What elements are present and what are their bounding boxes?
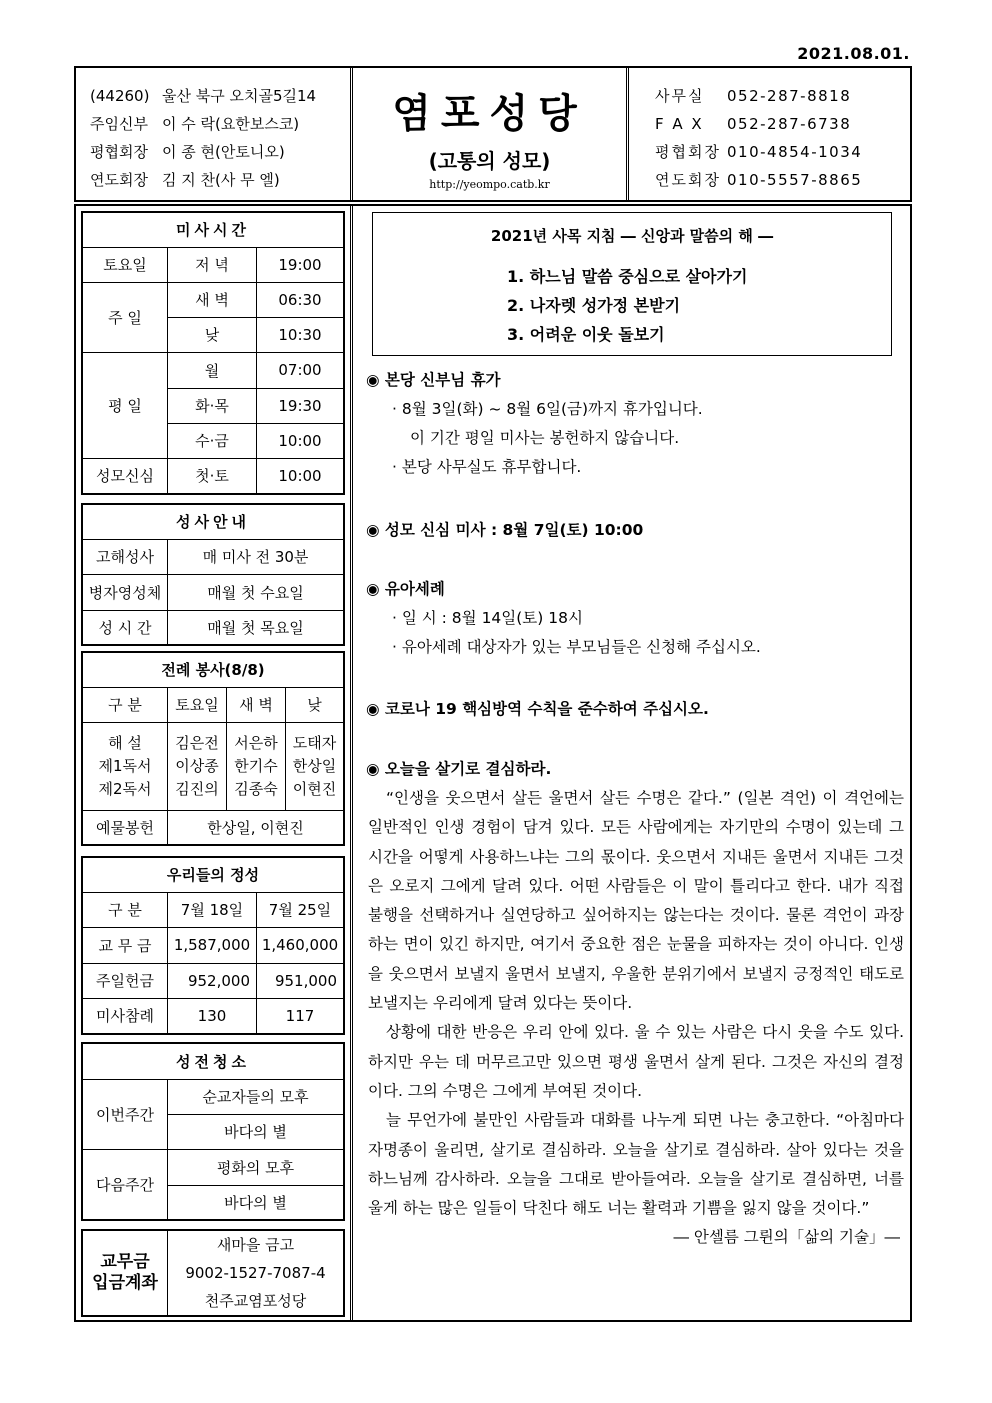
mass-sun-time: 06:30 — [257, 282, 345, 317]
cleaning-group: 바다의 별 — [168, 1114, 345, 1149]
contact-office: 사무실 052-287-8818 — [655, 87, 852, 105]
donation-col: 7월 18일 — [168, 892, 257, 927]
liturgy-name: 한상일 — [292, 756, 337, 775]
parish-title-block — [353, 68, 629, 200]
mass-times-table — [81, 211, 345, 495]
contact-info — [629, 68, 910, 200]
guideline-title: 2021년 사목 지침 ― 신앙과 말씀의 해 ― — [490, 227, 774, 245]
donation-value: 1,587,000 — [168, 927, 257, 963]
guideline-item: 2. 나자렛 성가정 본받기 — [507, 296, 681, 315]
mass-sun-time: 10:30 — [257, 317, 345, 352]
mass-mary-time: 10:00 — [257, 458, 345, 494]
offering-names: 한상일, 이현진 — [168, 810, 345, 845]
sacrament-label: 고해성사 — [82, 539, 168, 574]
cleaning-table — [81, 1042, 345, 1221]
sacrament-table — [81, 503, 345, 646]
account-table — [81, 1229, 345, 1317]
mass-sun-label: 주 일 — [82, 282, 168, 352]
essay-paragraph: “인생을 웃으면서 살든 울면서 살든 수명은 같다.” (일본 격언) 이 격언에는 일반적인 인생 경험이 담겨 있다. 모든 사람에게는 자기만의 수명이 있는데 그 시간을 어떻게 사용하느냐는 그의 몫이다. 웃으면서 지내든 울면서 지내든 그것은 오로지 그에게 달려 있다. 어떤 사람들은 이 말이 틀리다고 한다. 내가 직접 불행을 선택하거나 실연당하고 싶어하지는 않는다는 것이다. 물론 격언이 과장하는 면이 있긴 하지만, 여기서 중요한 점은 눈물을 피하자는 것이 아니다. 인생을 웃으면서 보낼지 울면서 보낼지, 우울한 분위기에서 보낼지 긍정적인 태도로 보낼지는 우리에게 달려 있다는 뜻이다. — [368, 789, 904, 1013]
liturgy-col: 낮 — [286, 687, 345, 722]
vacation-heading: ◉ 본당 신부님 휴가 — [366, 371, 501, 389]
baptism-heading: ◉ 유아세례 — [366, 580, 445, 598]
mass-sun-time-label: 낮 — [168, 317, 257, 352]
contact-fax: F A X 052-287-6738 — [655, 115, 852, 133]
liturgy-name: 서은하 — [234, 733, 278, 752]
cleaning-this-label: 이번주간 — [82, 1079, 168, 1149]
sacrament-label: 병자영성체 — [82, 574, 168, 610]
liturgy-name: 김진의 — [175, 779, 219, 798]
donation-value: 130 — [168, 998, 257, 1034]
donation-value: 117 — [257, 998, 345, 1034]
mass-week-label: 평 일 — [82, 352, 168, 458]
mass-week-time: 10:00 — [257, 423, 345, 458]
mass-sat-time: 19:00 — [257, 247, 345, 282]
offering-label: 예물봉헌 — [82, 810, 168, 845]
mass-week-time: 07:00 — [257, 352, 345, 388]
account-number: 9002-1527-7087-4 — [185, 1264, 326, 1282]
essay-paragraph: 늘 무언가에 불만인 사람들과 대화를 나누게 되면 나는 충고한다. “아침마다 자명종이 울리면, 살기로 결심하라. 오늘을 살기로 결심하라. 살아 있다는 것을 하느님께 감사하라. 오늘을 그대로 받아들여라. 오늘을 살기로 결심하면, 너를 울게 하는 많은 일들이 닥친다 해도 너는 활력과 기쁨을 잃지 않을 것이다.” — [368, 1111, 904, 1218]
guideline-item: 3. 어려운 이웃 돌보기 — [507, 325, 665, 344]
vacation-line: · 8월 3일(화) ~ 8월 6일(금)까지 휴가입니다. — [392, 400, 703, 418]
info-requiem: 연도회장 김 지 찬(사 무 엘) — [90, 171, 280, 189]
mass-week-day: 월 — [168, 352, 257, 388]
sacrament-value: 매월 첫 목요일 — [168, 610, 345, 645]
liturgy-role: 해 설 — [108, 733, 142, 752]
pastoral-guideline-box — [372, 212, 892, 356]
essay-paragraph: 상황에 대한 반응은 우리 안에 있다. 울 수 있는 사람은 다시 웃을 수도 있다. 하지만 우는 데 머무르고만 있으면 평생 울면서 살게 된다. 그것은 자신의 결정이다. 그의 수명은 그에게 부여된 것이다. — [368, 1023, 904, 1100]
essay — [368, 784, 904, 1253]
parish-info — [76, 68, 353, 200]
bulletin-body — [74, 204, 912, 1322]
essay-heading-wrap — [366, 755, 551, 784]
liturgy-role: 제1독서 — [98, 756, 152, 775]
sacrament-value: 매월 첫 수요일 — [168, 574, 345, 610]
covid-heading: ◉ 코로나 19 핵심방역 수칙을 준수하여 주십시오. — [366, 700, 709, 718]
cleaning-group: 바다의 별 — [168, 1185, 345, 1220]
donation-table — [81, 856, 345, 1035]
donation-label: 교 무 금 — [82, 927, 168, 963]
mass-week-day: 수·금 — [168, 423, 257, 458]
mass-times-title: 미사시간 — [82, 212, 344, 247]
liturgy-title: 전례 봉사(8/8) — [82, 652, 344, 687]
liturgy-col: 토요일 — [168, 687, 227, 722]
essay-heading: ◉ 오늘을 살기로 결심하라. — [366, 760, 552, 778]
covid-section — [366, 695, 709, 724]
parish-url[interactable]: http://yeompo.catb.kr — [429, 178, 550, 191]
liturgy-name: 김은전 — [175, 733, 219, 752]
essay-source: ― 안셀름 그륀의「삶의 기술」― — [673, 1228, 900, 1247]
header — [74, 66, 912, 202]
liturgy-name: 이현진 — [292, 779, 337, 798]
bulletin-date: 2021.08.01. — [797, 44, 910, 63]
info-address: (44260) 울산 북구 오치골5길14 — [90, 87, 317, 105]
baptism-section — [366, 575, 761, 662]
cleaning-next-label: 다음주간 — [82, 1149, 168, 1220]
liturgy-role: 제2독서 — [98, 779, 152, 798]
vacation-section — [366, 366, 703, 482]
parish-subtitle: (고통의 성모) — [428, 149, 551, 173]
mass-sat-time-label: 저 녁 — [168, 247, 257, 282]
vacation-line: · 본당 사무실도 휴무합니다. — [392, 458, 582, 476]
info-pastor: 주임신부 이 수 락(요한보스코) — [90, 115, 300, 133]
left-column — [76, 206, 353, 1320]
account-label: 교무금 — [100, 1252, 150, 1272]
cleaning-group: 순교자들의 모후 — [168, 1079, 345, 1114]
vacation-line: 이 기간 평일 미사는 봉헌하지 않습니다. — [410, 429, 680, 447]
account-holder: 천주교염포성당 — [204, 1292, 307, 1310]
contact-council: 평협회장 010-4854-1034 — [655, 143, 863, 161]
liturgy-col: 구 분 — [82, 687, 168, 722]
donation-label: 주일헌금 — [82, 963, 168, 998]
account-label: 입금계좌 — [92, 1273, 158, 1293]
cleaning-title: 성전청소 — [82, 1043, 344, 1079]
donation-col: 구 분 — [82, 892, 168, 927]
liturgy-name: 이상종 — [175, 756, 219, 775]
mass-mary-label: 성모신심 — [82, 458, 168, 494]
donation-value: 952,000 — [168, 963, 257, 998]
mass-mary-day: 첫·토 — [168, 458, 257, 494]
liturgy-table — [81, 651, 345, 846]
sacrament-label: 성 시 간 — [82, 610, 168, 645]
sacrament-value: 매 미사 전 30분 — [168, 539, 345, 574]
liturgy-col: 새 벽 — [227, 687, 286, 722]
baptism-line: · 일 시 : 8월 14일(토) 18시 — [392, 609, 583, 627]
account-bank: 새마을 금고 — [216, 1236, 295, 1254]
contact-requiem: 연도회장 010-5557-8865 — [655, 171, 863, 189]
mass-sat-label: 토요일 — [82, 247, 168, 282]
liturgy-name: 김종숙 — [234, 779, 278, 798]
mass-week-time: 19:30 — [257, 388, 345, 423]
parish-title: 염포성당 — [392, 91, 587, 137]
mass-week-day: 화·목 — [168, 388, 257, 423]
info-council: 평협회장 이 종 현(안토니오) — [90, 143, 285, 161]
donation-value: 951,000 — [257, 963, 345, 998]
mass-sun-time-label: 새 벽 — [168, 282, 257, 317]
mary-mass-section — [366, 516, 643, 545]
donation-title: 우리들의 정성 — [82, 857, 344, 892]
baptism-line: · 유아세례 대상자가 있는 부모님들은 신청해 주십시오. — [392, 638, 761, 656]
liturgy-name: 도태자 — [292, 733, 337, 752]
mary-mass-heading: ◉ 성모 신심 미사 : 8월 7일(토) 10:00 — [366, 521, 644, 539]
donation-value: 1,460,000 — [257, 927, 345, 963]
liturgy-name: 한기수 — [234, 756, 278, 775]
donation-label: 미사참례 — [82, 998, 168, 1034]
guideline-item: 1. 하느님 말씀 중심으로 살아가기 — [507, 267, 748, 286]
donation-col: 7월 25일 — [257, 892, 345, 927]
cleaning-group: 평화의 모후 — [168, 1149, 345, 1185]
sacrament-title: 성사안내 — [82, 504, 344, 539]
right-column — [356, 206, 910, 1320]
